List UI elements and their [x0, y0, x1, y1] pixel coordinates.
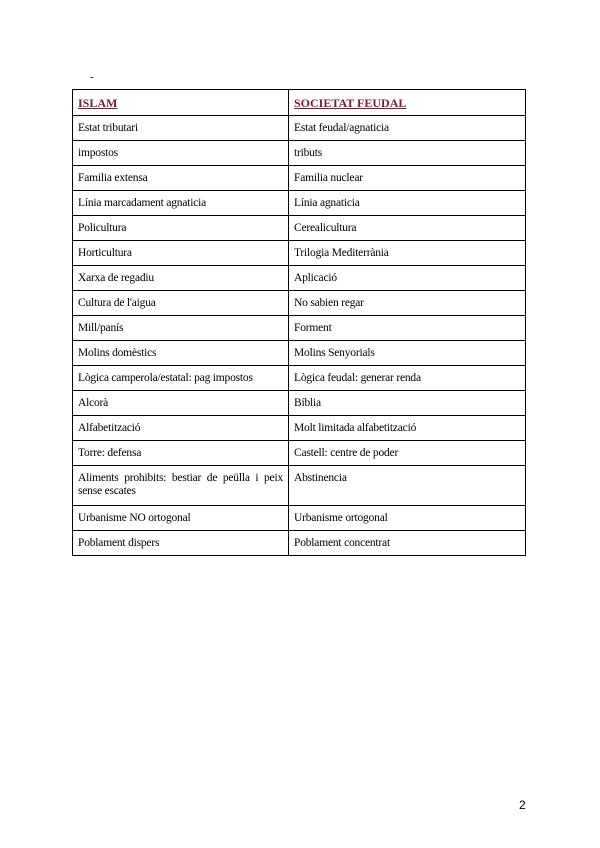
cell-islam: Molins domèstics	[73, 341, 289, 366]
cell-islam: impostos	[73, 141, 289, 166]
cell-feudal: No sabien regar	[289, 291, 526, 316]
cell-islam: Alfabetització	[73, 416, 289, 441]
cell-feudal: Poblament concentrat	[289, 531, 526, 556]
cell-islam: Torre: defensa	[73, 441, 289, 466]
header-societat-feudal: SOCIETAT FEUDAL	[289, 90, 526, 116]
table-row	[73, 216, 526, 241]
page-number: 2	[519, 798, 526, 812]
cell-islam: Aliments prohibits: bestiar de peülla i peix sense escates	[73, 466, 289, 506]
table-row	[73, 391, 526, 416]
cell-islam: Mill/panís	[73, 316, 289, 341]
table-header-row	[73, 90, 526, 116]
cell-islam: Alcorà	[73, 391, 289, 416]
cell-feudal: Bíblia	[289, 391, 526, 416]
cell-islam: Horticultura	[73, 241, 289, 266]
cell-islam: Policultura	[73, 216, 289, 241]
cell-islam: Estat tributari	[73, 116, 289, 141]
cell-feudal: Familia nuclear	[289, 166, 526, 191]
table-row	[73, 416, 526, 441]
cell-islam: Urbanisme NO ortogonal	[73, 506, 289, 531]
cell-feudal: Lògica feudal: generar renda	[289, 366, 526, 391]
cell-islam: Línia marcadament agnaticia	[73, 191, 289, 216]
cell-feudal: Línia agnaticia	[289, 191, 526, 216]
table-row	[73, 241, 526, 266]
cell-islam: Lògica camperola/estatal: pag impostos	[73, 366, 289, 391]
table-row	[73, 116, 526, 141]
table-row	[73, 291, 526, 316]
cell-feudal: Estat feudal/agnaticia	[289, 116, 526, 141]
cell-feudal: Castell: centre de poder	[289, 441, 526, 466]
cell-feudal: tributs	[289, 141, 526, 166]
cell-feudal: Forment	[289, 316, 526, 341]
table-row	[73, 341, 526, 366]
cell-feudal: Aplicació	[289, 266, 526, 291]
table-row	[73, 316, 526, 341]
cell-islam: Poblament dispers	[73, 531, 289, 556]
cell-feudal: Molt limitada alfabetització	[289, 416, 526, 441]
header-islam: ISLAM	[73, 90, 289, 116]
cell-islam: Cultura de l'aigua	[73, 291, 289, 316]
cell-feudal: Trilogia Mediterrània	[289, 241, 526, 266]
cell-islam: Familia extensa	[73, 166, 289, 191]
cell-feudal: Abstinencia	[289, 466, 526, 506]
table-row	[73, 191, 526, 216]
table-row	[73, 531, 526, 556]
cell-feudal: Molins Senyorials	[289, 341, 526, 366]
comparison-table	[72, 89, 526, 556]
leading-dash: -	[90, 71, 94, 83]
table-row	[73, 266, 526, 291]
table-row	[73, 441, 526, 466]
table-row	[73, 166, 526, 191]
table-row	[73, 466, 526, 506]
cell-islam: Xarxa de regadiu	[73, 266, 289, 291]
cell-feudal: Urbanisme ortogonal	[289, 506, 526, 531]
table-row	[73, 141, 526, 166]
cell-feudal: Cerealicultura	[289, 216, 526, 241]
table-row	[73, 366, 526, 391]
table-row	[73, 506, 526, 531]
